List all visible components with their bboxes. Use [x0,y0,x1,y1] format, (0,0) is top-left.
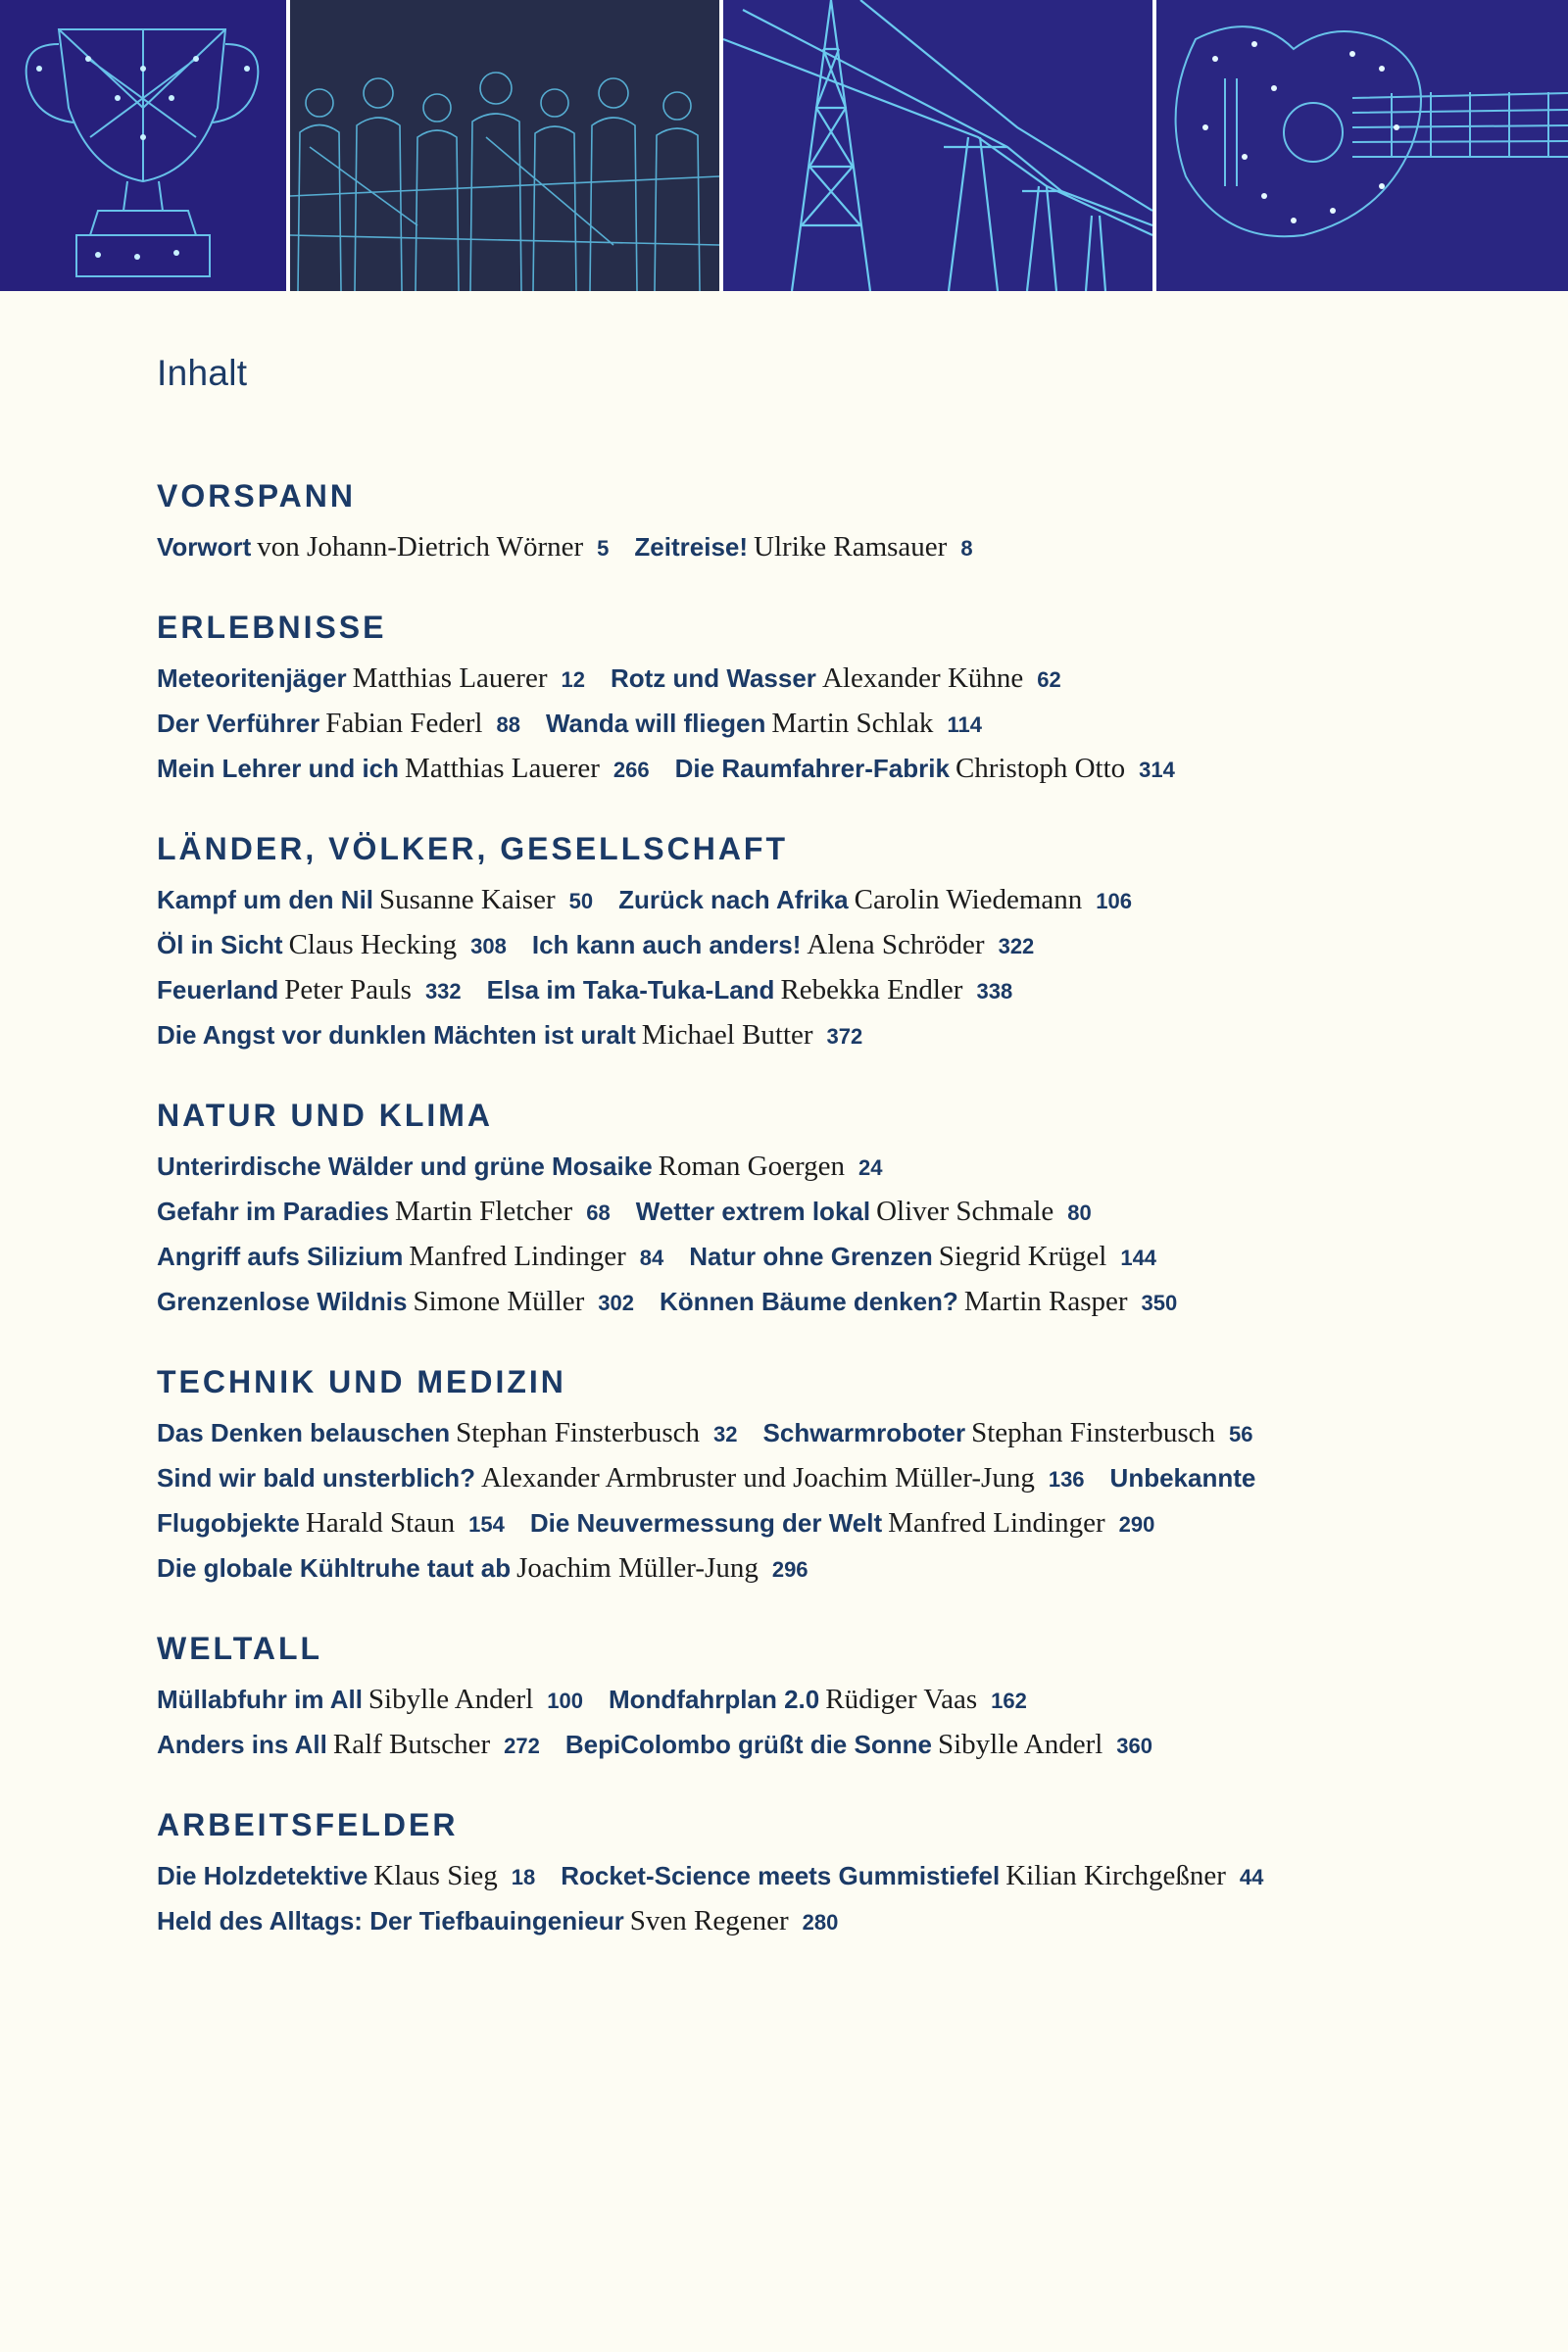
entry-author: Alexander Kühne [821,662,1024,694]
toc-line [157,1411,1431,1456]
entry-page-number: 266 [612,758,650,782]
entry-page-number: 350 [1141,1291,1178,1315]
entry-page-number: 272 [504,1734,540,1758]
entry-title: Wanda will fliegen [545,709,766,738]
entry-author: Sven Regener [629,1905,789,1936]
toc-entry[interactable] [157,709,520,738]
toc-section [157,1360,1431,1592]
entry-title: Ich kann auch anders! [531,930,802,959]
toc-entry[interactable] [157,1463,1085,1493]
section-heading: NATUR UND KLIMA [157,1098,494,1133]
toc-line [157,1854,1431,1899]
entry-page-number: 5 [597,536,610,561]
entry-author: Susanne Kaiser [379,884,556,915]
entry-author: Rebekka Endler [780,974,963,1005]
entry-author: Sibylle Anderl [368,1684,534,1715]
entry-title: Anders ins All [157,1730,327,1759]
toc-entry[interactable] [157,930,507,959]
entry-page-number: 80 [1067,1200,1092,1225]
crowd-icon [290,0,719,291]
entry-author: Joachim Müller-Jung [516,1552,759,1584]
toc-entry[interactable] [1110,1463,1256,1493]
entry-author: Claus Hecking [288,929,458,960]
entry-title: Die Neuvermessung der Welt [529,1508,883,1538]
toc-entry[interactable] [609,1685,1027,1714]
toc-line [157,1456,1431,1501]
entry-author: von Johann-Dietrich Wörner [257,531,584,563]
toc-line [157,1280,1431,1325]
toc-entry[interactable] [532,930,1034,959]
toc-section [157,1094,1431,1325]
entry-title: Angriff aufs Silizium [157,1242,404,1271]
entry-title: Rocket-Science meets Gummistiefel [561,1861,1001,1890]
entry-title: Natur ohne Grenzen [689,1242,933,1271]
entry-page-number: 296 [771,1557,808,1582]
entry-page-number: 68 [586,1200,611,1225]
entry-page-number: 372 [826,1024,863,1049]
entry-author: Oliver Schmale [876,1196,1054,1227]
entry-page-number: 322 [998,934,1035,958]
entry-title: BepiColombo grüßt die Sonne [564,1730,932,1759]
toc-line [157,702,1431,747]
toc-line [157,878,1431,923]
entry-author: Ralf Butscher [332,1729,491,1760]
guitar-illustration [1156,0,1568,291]
toc-entry[interactable] [157,663,585,693]
entry-title: Held des Alltags: Der Tiefbauingenieur [157,1906,624,1936]
toc-entry[interactable] [660,1287,1177,1316]
entry-author: Martin Schlak [771,708,934,739]
entry-title: Unterirdische Wälder und grüne Mosaike [157,1152,653,1181]
table-of-contents [157,353,1431,1980]
toc-entry[interactable] [530,1508,1154,1538]
toc-entry[interactable] [157,1152,882,1181]
entry-author: Kilian Kirchgeßner [1005,1860,1226,1891]
toc-entry[interactable] [157,532,609,562]
entry-author: Martin Fletcher [395,1196,573,1227]
toc-entry[interactable] [611,663,1061,693]
entry-title: Sind wir bald unsterblich? [157,1463,476,1493]
entry-page-number: 154 [468,1512,505,1537]
toc-line [157,1190,1431,1235]
entry-title: Vorwort [157,532,252,562]
entry-title: Die globale Kühltruhe taut ab [157,1553,512,1583]
entry-page-number: 100 [547,1689,583,1713]
toc-entry[interactable] [546,709,982,738]
toc-line [157,1899,1431,1944]
toc-entry[interactable] [675,754,1175,783]
entry-title: Meteoritenjäger [157,663,347,693]
entry-author: Siegrid Krügel [938,1241,1107,1272]
entry-author: Peter Pauls [284,974,412,1005]
entry-page-number: 308 [470,934,507,958]
entry-title: Zeitreise! [634,532,749,562]
toc-entry[interactable] [763,1418,1253,1447]
toc-line [157,968,1431,1013]
toc-entry[interactable] [157,1242,663,1271]
toc-entry[interactable] [157,1906,838,1936]
toc-entry[interactable] [487,975,1013,1004]
toc-line [157,923,1431,968]
entry-page-number: 24 [858,1155,883,1180]
page-title: Inhalt [157,353,248,393]
entry-author: Matthias Lauerer [405,753,600,784]
toc-entry[interactable] [157,1861,535,1890]
entry-author: Manfred Lindinger [888,1507,1105,1539]
entry-title: Elsa im Taka-Tuka-Land [486,975,775,1004]
entry-title: Feuerland [157,975,279,1004]
entry-page-number: 136 [1048,1467,1085,1492]
entry-title: Schwarmroboter [762,1418,966,1447]
entry-page-number: 360 [1116,1734,1153,1758]
entry-page-number: 114 [947,712,982,737]
toc-entry[interactable] [689,1242,1156,1271]
entry-author: Carolin Wiedemann [854,884,1083,915]
toc-line [157,1723,1431,1768]
header-banner [0,0,1568,291]
entry-title: Zurück nach Afrika [618,885,849,914]
toc-section [157,606,1431,792]
entry-page-number: 62 [1037,667,1061,692]
entry-page-number: 290 [1118,1512,1155,1537]
entry-title: Gefahr im Paradies [157,1197,389,1226]
entry-page-number: 44 [1239,1865,1264,1889]
entry-title: Der Verführer [157,709,320,738]
entry-title: Grenzenlose Wildnis [157,1287,408,1316]
section-heading: VORSPANN [157,478,356,514]
entry-page-number: 302 [598,1291,634,1315]
toc-line [157,525,1431,570]
entry-title: Können Bäume denken? [660,1287,958,1316]
trophy-icon [0,0,286,291]
toc-entry[interactable] [157,1553,808,1583]
power-pylon-icon [723,0,1152,291]
entry-page-number: 8 [960,536,973,561]
entry-author: Ulrike Ramsauer [754,531,948,563]
entry-author: Stephan Finsterbusch [456,1417,701,1448]
toc-entry[interactable] [565,1730,1152,1759]
entry-title: Öl in Sicht [157,930,283,959]
toc-line [157,1013,1431,1058]
toc-entry[interactable] [636,1197,1092,1226]
entry-title: Die Holzdetektive [157,1861,368,1890]
toc-line [157,1678,1431,1723]
power-pylons-illustration [723,0,1152,291]
toc-entry[interactable] [157,1685,583,1714]
toc-line [157,747,1431,792]
toc-section [157,1803,1431,1944]
entry-title: Kampf um den Nil [157,885,374,914]
entry-page-number: 144 [1120,1246,1157,1270]
entry-author: Michael Butter [641,1019,813,1051]
entry-page-number: 18 [511,1865,536,1889]
entry-author: Harald Staun [305,1507,456,1539]
entry-author: Simone Müller [413,1286,585,1317]
toc-sections [157,474,1431,1944]
toc-entry[interactable] [157,975,462,1004]
toc-section [157,474,1431,570]
toc-entry[interactable] [157,885,593,914]
entry-title: Das Denken belauschen [157,1418,451,1447]
toc-entry[interactable] [618,885,1132,914]
guitar-icon [1156,0,1568,291]
entry-author: Klaus Sieg [373,1860,498,1891]
trophy-illustration [0,0,286,291]
toc-line [157,1546,1431,1592]
entry-title: Mondfahrplan 2.0 [609,1685,820,1714]
entry-author: Christoph Otto [955,753,1126,784]
toc-section [157,827,1431,1058]
toc-section [157,1627,1431,1768]
entry-author: Manfred Lindinger [409,1241,626,1272]
entry-page-number: 12 [561,667,585,692]
toc-entry[interactable] [157,1508,505,1538]
entry-page-number: 50 [568,889,594,913]
entry-page-number: 84 [639,1246,664,1270]
entry-author: Roman Goergen [658,1151,845,1182]
entry-page-number: 338 [976,979,1013,1004]
entry-title: Die Angst vor dunklen Mächten ist uralt [157,1020,636,1050]
entry-title: Unbekannte [1109,1463,1256,1493]
entry-title: Flugobjekte [157,1508,300,1538]
entry-author: Sibylle Anderl [937,1729,1103,1760]
entry-author: Alexander Armbruster und Joachim Müller-Jung [481,1462,1035,1494]
section-heading: WELTALL [157,1631,323,1666]
toc-line [157,1501,1431,1546]
toc-entry[interactable] [157,1287,634,1316]
entry-author: Rüdiger Vaas [825,1684,978,1715]
entry-author: Fabian Federl [325,708,483,739]
toc-line [157,1145,1431,1190]
entry-page-number: 162 [991,1689,1027,1713]
entry-page-number: 32 [713,1422,738,1446]
toc-entry[interactable] [157,1020,862,1050]
toc-entry[interactable] [561,1861,1263,1890]
entry-page-number: 280 [802,1910,839,1935]
toc-entry[interactable] [157,1730,540,1759]
toc-line [157,657,1431,702]
section-heading: TECHNIK UND MEDIZIN [157,1364,566,1399]
entry-page-number: 332 [424,979,462,1004]
entry-page-number: 314 [1139,758,1175,782]
toc-line [157,1235,1431,1280]
entry-title: Müllabfuhr im All [157,1685,363,1714]
section-heading: LÄNDER, VÖLKER, GESELLSCHAFT [157,831,789,866]
entry-page-number: 56 [1229,1422,1253,1446]
toc-entry[interactable] [157,754,650,783]
entry-title: Wetter extrem lokal [635,1197,871,1226]
entry-title: Rotz und Wasser [610,663,816,693]
entry-author: Stephan Finsterbusch [971,1417,1216,1448]
toc-entry[interactable] [157,1197,611,1226]
section-heading: ARBEITSFELDER [157,1807,459,1842]
crowd-illustration [290,0,719,291]
entry-page-number: 106 [1096,889,1133,913]
toc-entry[interactable] [634,532,972,562]
entry-author: Martin Rasper [963,1286,1128,1317]
toc-entry[interactable] [157,1418,738,1447]
section-heading: ERLEBNISSE [157,610,387,645]
entry-title: Die Raumfahrer-Fabrik [674,754,950,783]
entry-title: Mein Lehrer und ich [157,754,400,783]
entry-author: Alena Schröder [807,929,985,960]
entry-author: Matthias Lauerer [352,662,548,694]
entry-page-number: 88 [496,712,520,737]
